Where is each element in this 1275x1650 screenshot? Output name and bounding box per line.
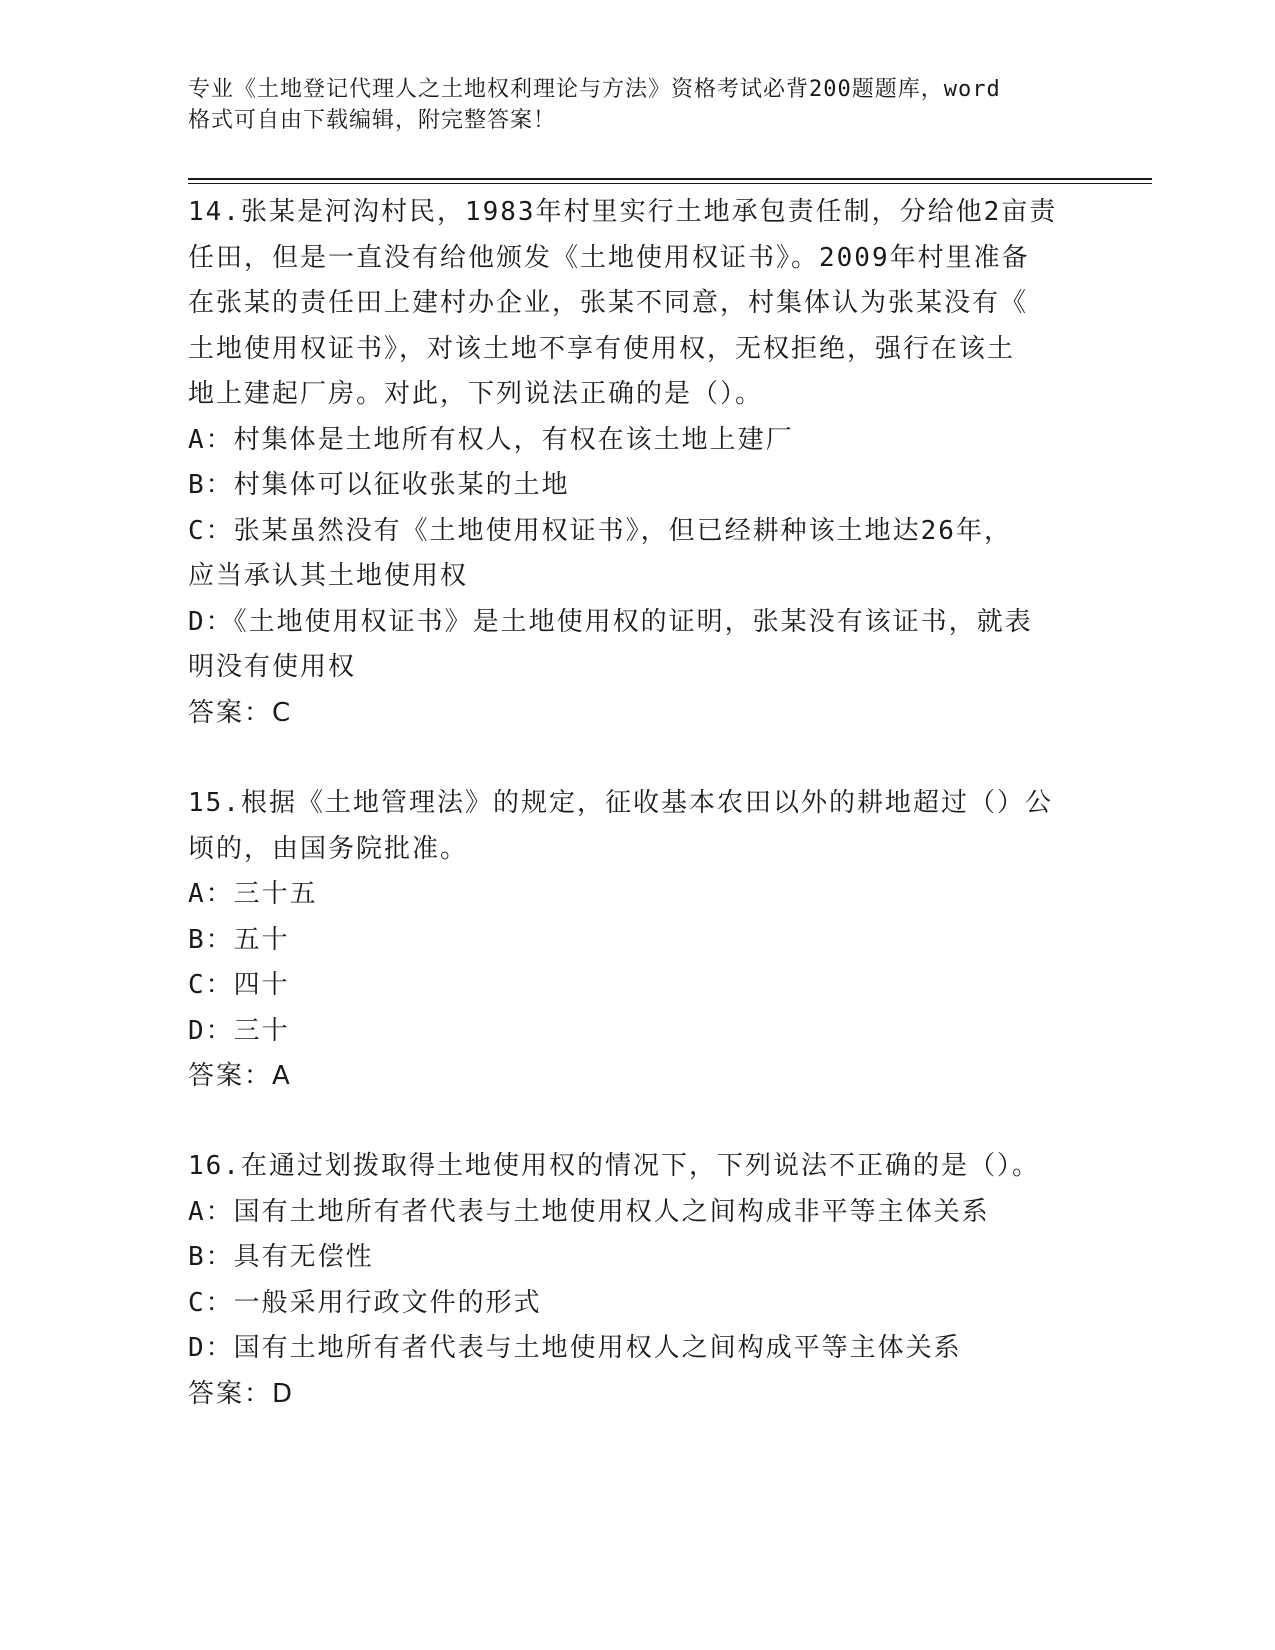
answer-label: 答案：D [188,1378,295,1409]
option-a: A：三十五 [188,879,318,909]
option-c: C：张某虽然没有《土地使用权证书》，但已经耕种该土地达26年， [188,515,1012,546]
question-stem-line: 16.在通过划拨取得土地使用权的情况下，下列说法不正确的是（）。 [188,1151,1040,1181]
question-stem-line: 14.张某是河沟村民，1983年村里实行土地承包责任制，分给他2亩责 [188,197,1058,227]
header-line: 专业《土地登记代理人之土地权利理论与方法》资格考试必背200题题库，word [188,77,1001,102]
question-stem-line: 顷的，由国务院批准。 [188,833,469,864]
option-c: C：一般采用行政文件的形式 [188,1287,542,1318]
question-stem-line: 在张某的责任田上建村办企业，张某不同意，村集体认为张某没有《 [188,288,1029,318]
question-stem-line: 地上建起厂房。对此，下列说法正确的是（）。 [188,379,764,409]
question-14 [188,190,1088,736]
answer-label: 答案：C [188,697,293,728]
answer-label: 答案：A [188,1061,292,1091]
header-divider-thin [188,183,1152,184]
option-c: C：四十 [188,970,290,1000]
question-16 [188,1144,1088,1417]
header-divider [188,178,1152,180]
option-b: B：具有无偿性 [188,1242,374,1272]
question-15 [188,781,1088,1100]
option-d-continued: 明没有使用权 [188,652,357,682]
option-a: A：国有土地所有者代表与土地使用权人之间构成非平等主体关系 [188,1196,990,1227]
question-stem-line: 15.根据《土地管理法》的规定，征收基本农田以外的耕地超过（）公 [188,788,1053,818]
question-stem-line: 任田，但是一直没有给他颁发《土地使用权证书》。2009年村里准备 [188,242,1030,273]
option-c-continued: 应当承认其土地使用权 [188,561,469,591]
option-d: D：三十 [188,1015,290,1046]
question-stem-line: 土地使用权证书》，对该土地不享有使用权，无权拒绝，强行在该土 [188,333,1016,364]
header-line: 格式可自由下载编辑，附完整答案！ [188,108,557,133]
option-d: D：《土地使用权证书》是土地使用权的证明，张某没有该证书，就表 [188,606,1033,637]
option-b: B：五十 [188,924,290,955]
option-d: D：国有土地所有者代表与土地使用权人之间构成平等主体关系 [188,1333,962,1363]
option-a: A：村集体是土地所有权人，有权在该土地上建厂 [188,424,794,455]
option-b: B：村集体可以征收张某的土地 [188,470,570,500]
document-header [188,74,1068,136]
